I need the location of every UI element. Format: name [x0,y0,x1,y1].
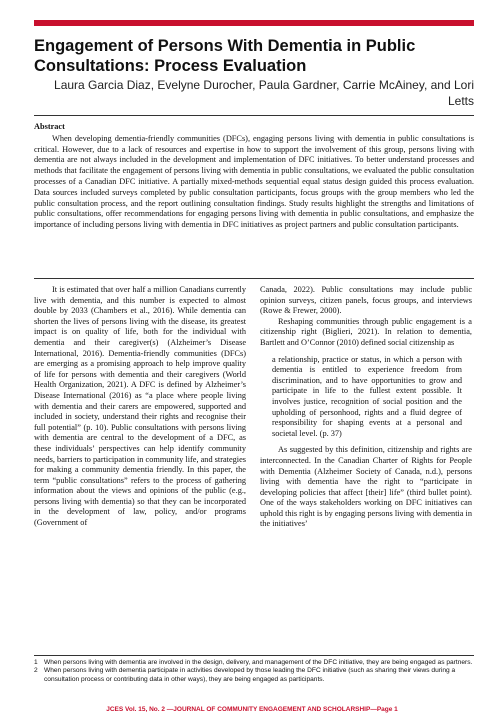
page-footer: JCES Vol. 15, No. 2 —JOURNAL OF COMMUNITY ENGAGEMENT AND SCHOLARSHIP—Page 1 [106,706,398,713]
footnote-item [34,659,474,667]
body-paragraph: Canada, 2022). Public consultations may include public opinion surveys, citizen panels, focus groups, and interviews (Rowe & Frewer, 2000). [260,285,472,316]
footnote-divider [34,655,474,656]
header-accent-bar [34,20,474,26]
abstract-text: When developing dementia-friendly communities (DFCs), engaging persons living with dementia in public consultations is critical. However, due to a lack of resources and expertise in how to support the involvement of this group, persons living with dementia are not always included in the development and implementation of DFC initiatives. To better understand processes and methods that facilitate the engagement of persons living with dementia in public consultations, we evaluated the public consultation processes of a Canadian DFC initiative. A partially mixed-methods sequential equal status design guided this process evaluation. Data sources included surveys completed by public consultation participants, focus groups with the group members who led the public consultation process, and the report outlining consultation findings. Study results highlight the strengths and limitations of public consultations, offer recommendations for engaging persons living with dementia in public consultations, and emphasize the importance of including persons living with dementia in DFC initiatives as project partners and public consultation participants. [34,133,474,230]
author-list: Laura Garcia Diaz, Evelyne Durocher, Paula Gardner, Carrie McAiney, and Lori Letts [54,78,474,108]
body-paragraph: As suggested by this definition, citizenship and rights are interconnected. In the Canadian Charter of Rights for People with Dementia (Alzheimer Society of Canada, n.d.), persons living with dementia have the right to “participate in developing policies that affect [their] life” (third bullet point). One of the ways stakeholders working on DFC initiatives can uphold this right is by engaging persons living with dementia in the initiatives’ [260,445,473,529]
body-column-left [34,285,246,529]
footnote-number: 1 [34,659,38,666]
footnote-text: When persons living with dementia participate in activities developed by those leading the DFC initiative (such as sharing their views during a consultation process or contributing data in other ways), they are being engaged as participants. [44,667,456,683]
abstract-bottom-divider [34,278,474,279]
body-paragraph: Reshaping communities through public engagement is a citizenship right (Biglieri, 2021). In relation to dementia, Bartlett and O’Connor (2010) defined social citizenship as [260,316,472,347]
body-paragraph: It is estimated that over half a million Canadians currently live with dementia, and this number is expected to almost double by 2033 (Chambers et al., 2016). While dementia can shorten the lives of persons living with the disease, its greatest impact is on quality of life, both for the individual with dementia and their caregiver(s) (Alzheimer’s Disease International, 2016). Dementia-friendly communities (DFCs) are emerging as a promising approach to help improve quality of life for persons with dementia and their caregivers (World Health Organization, 2021). A DFC is defined by Alzheimer’s Disease International (2016) as “a place where people living with dementia and their carers are empowered, supported and included in society, understand their rights and recognise their full potential” (p. 10). Public consultations with persons living with dementia are central to the development of a DFC, as these individuals’ perspectives can help identify community needs, barriers to participation in community life, and strategies for making a community dementia friendly. In this paper, the term “public consultations” refers to the process of gathering information about the views and opinions of the public (e.g., persons living with dementia) so that they can be incorporated in the development of law, policy, and/or programs (Government of [34,285,246,528]
footnotes [34,659,474,684]
footnote-number: 2 [34,667,38,675]
body-column-right [260,285,472,530]
footnote-text: When persons living with dementia are involved in the design, delivery, and management of the DFC initiative, they are being engaged as partners. [44,659,473,666]
article-title: Engagement of Persons With Dementia in Public Consultations: Process Evaluation [34,37,416,75]
abstract-section [34,122,474,231]
abstract-top-divider [34,115,474,116]
abstract-heading: Abstract [34,122,65,131]
footnote-item [34,667,474,684]
block-quote: a relationship, practice or status, in which a person with dementia is entitled to experience freedom from discrimination, and to have opportunities to grow and participate in life to the fullest extent possible. It involves justice, recognition of social position and the upholding of personhood, rights and a fluid degree of responsibility for shaping events at a personal and societal level. (p. 37) [272,354,462,438]
